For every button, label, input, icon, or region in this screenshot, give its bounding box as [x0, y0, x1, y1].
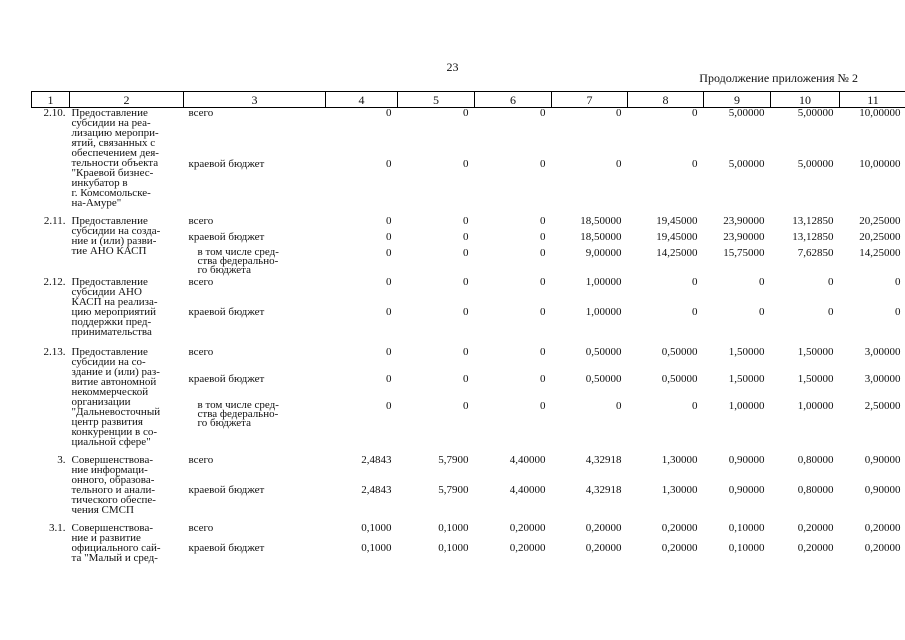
- column-header: 2: [70, 92, 184, 108]
- value-cell: 0,20000: [585, 542, 622, 554]
- value-cell: 0,50000: [661, 373, 698, 386]
- value-cell: 0: [463, 247, 469, 259]
- value-cell: 1,50000: [797, 346, 834, 358]
- title-line: субсидии на со-: [71, 356, 146, 368]
- value-cell: 0,20000: [661, 542, 698, 554]
- table-row: [32, 216, 905, 232]
- value-cell: 0: [386, 107, 392, 119]
- column-header: 8: [628, 92, 704, 108]
- value-cell: 0: [616, 107, 622, 119]
- table-row: [32, 277, 905, 307]
- title-line: Предоставление: [71, 215, 148, 227]
- value-cell: 0: [540, 215, 546, 227]
- title-line: принимательства: [71, 326, 152, 338]
- value-cell: 0: [463, 400, 469, 413]
- funding-source-line: ства федерально-: [197, 255, 279, 267]
- column-header: 3: [184, 92, 326, 108]
- funding-source: всего: [188, 454, 214, 466]
- value-cell: 0: [759, 276, 765, 288]
- value-cell: 0,20000: [585, 522, 622, 534]
- column-header: 9: [704, 92, 771, 108]
- title-line: "Дальневосточный: [71, 406, 161, 418]
- value-cell: 0,20000: [661, 522, 698, 534]
- value-cell: 0: [692, 276, 698, 288]
- funding-source-line: в том числе сред-: [197, 399, 279, 412]
- column-header: 10: [771, 92, 840, 108]
- value-cell: 0: [616, 157, 622, 170]
- title-line: некоммерческой: [71, 386, 149, 398]
- value-cell: 0: [540, 231, 546, 243]
- value-cell: 0: [692, 107, 698, 119]
- title-line: КАСП на реализа-: [71, 296, 158, 308]
- value-cell: 0,1000: [361, 542, 392, 554]
- value-cell: 0,80000: [797, 454, 834, 466]
- value-cell: 0: [386, 373, 392, 386]
- title-line: тического обеспе-: [71, 494, 156, 506]
- value-cell: 0: [386, 276, 392, 288]
- column-header: 4: [326, 92, 398, 108]
- column-header: 1: [32, 92, 70, 108]
- column-header: 11: [840, 92, 905, 108]
- value-cell: 0,1000: [361, 522, 392, 534]
- value-cell: 10,00000: [859, 157, 901, 170]
- value-cell: 2,4843: [361, 484, 392, 496]
- value-cell: 5,00000: [797, 107, 834, 119]
- value-cell: 2,4843: [361, 454, 392, 466]
- table-row: [32, 347, 905, 374]
- value-cell: 0: [692, 157, 698, 170]
- funding-source: всего: [188, 107, 214, 119]
- funding-source: всего: [188, 276, 214, 288]
- title-line: циальной сфере": [71, 436, 151, 448]
- value-cell: 0,90000: [864, 484, 901, 496]
- column-header: 6: [475, 92, 552, 108]
- funding-source: всего: [188, 346, 214, 358]
- row-title: [70, 523, 184, 563]
- value-cell: 18,50000: [580, 231, 622, 243]
- value-cell: 1,50000: [728, 346, 765, 358]
- value-cell: 0: [540, 247, 546, 259]
- value-cell: 0: [386, 247, 392, 259]
- value-cell: 5,7900: [438, 484, 469, 496]
- title-line: конкуренции в со-: [71, 426, 158, 438]
- value-cell: 9,00000: [585, 247, 622, 259]
- row-title: [70, 277, 184, 337]
- value-cell: 0: [895, 306, 901, 318]
- value-cell: 4,32918: [585, 484, 622, 496]
- budget-table: [31, 91, 905, 563]
- value-cell: 0,20000: [864, 542, 901, 554]
- value-cell: 0,1000: [438, 522, 469, 534]
- value-cell: 3,00000: [864, 373, 901, 386]
- funding-source: всего: [188, 522, 214, 534]
- title-line: поддержки пред-: [71, 316, 152, 328]
- value-cell: 1,00000: [585, 306, 622, 318]
- value-cell: 0: [463, 231, 469, 243]
- value-cell: 0,50000: [661, 346, 698, 358]
- funding-source-line: го бюджета: [197, 264, 252, 276]
- value-cell: 0: [463, 276, 469, 288]
- funding-source: краевой бюджет: [188, 231, 265, 243]
- value-cell: 5,7900: [438, 454, 469, 466]
- value-cell: 0: [540, 373, 546, 386]
- title-line: онного, образова-: [71, 474, 155, 486]
- value-cell: 0: [386, 346, 392, 358]
- funding-source: [184, 248, 326, 275]
- title-line: Предоставление: [71, 276, 148, 288]
- title-line: на-Амуре": [71, 197, 122, 209]
- title-line: субсидии АНО: [71, 286, 142, 298]
- value-cell: 0: [828, 276, 834, 288]
- title-line: инкубатор в: [71, 177, 128, 189]
- title-line: Предоставление: [71, 346, 148, 358]
- title-line: обеспечением дея-: [71, 147, 159, 159]
- value-cell: 0: [759, 306, 765, 318]
- funding-source: краевой бюджет: [188, 157, 265, 170]
- value-cell: 0: [386, 215, 392, 227]
- value-cell: 4,40000: [509, 454, 546, 466]
- table-body: [32, 108, 905, 564]
- title-line: субсидии на созда-: [71, 225, 161, 237]
- row-code: 2.11.: [43, 215, 66, 227]
- value-cell: 5,00000: [797, 157, 834, 170]
- row-code: 2.10.: [43, 107, 66, 119]
- funding-source: краевой бюджет: [188, 542, 265, 554]
- value-cell: 0: [463, 346, 469, 358]
- table-row: [32, 523, 905, 543]
- value-cell: 13,12850: [792, 231, 834, 243]
- column-header: 5: [398, 92, 475, 108]
- value-cell: 0,50000: [585, 346, 622, 358]
- value-cell: 18,50000: [580, 215, 622, 227]
- value-cell: 0,10000: [728, 542, 765, 554]
- value-cell: 19,45000: [656, 231, 698, 243]
- value-cell: 23,90000: [723, 231, 765, 243]
- title-line: официального сай-: [71, 542, 161, 554]
- column-header: 7: [552, 92, 628, 108]
- row-code: 3.: [57, 454, 66, 466]
- funding-source: краевой бюджет: [188, 484, 265, 496]
- value-cell: 0: [828, 306, 834, 318]
- value-cell: 1,50000: [797, 373, 834, 386]
- value-cell: 0,80000: [797, 484, 834, 496]
- value-cell: 0,20000: [509, 542, 546, 554]
- value-cell: 0: [895, 276, 901, 288]
- row-code: 2.12.: [43, 276, 66, 288]
- title-line: ние информаци-: [71, 464, 148, 476]
- value-cell: 19,45000: [656, 215, 698, 227]
- value-cell: 4,40000: [509, 484, 546, 496]
- value-cell: 5,00000: [728, 157, 765, 170]
- value-cell: 0: [540, 306, 546, 318]
- value-cell: 0,20000: [797, 522, 834, 534]
- value-cell: 14,25000: [656, 247, 698, 259]
- value-cell: 0: [540, 346, 546, 358]
- funding-source: всего: [188, 215, 214, 227]
- title-line: Совершенствова-: [71, 454, 153, 466]
- title-line: тельности объекта: [71, 157, 159, 169]
- title-line: цию мероприятий: [71, 306, 156, 318]
- funding-source-line: ства федерально-: [197, 408, 279, 421]
- value-cell: 0: [540, 157, 546, 170]
- value-cell: 0: [386, 400, 392, 413]
- value-cell: 0: [692, 400, 698, 413]
- value-cell: 0: [692, 306, 698, 318]
- row-code: 3.1.: [49, 522, 66, 534]
- value-cell: 15,75000: [723, 247, 765, 259]
- value-cell: 7,62850: [797, 247, 834, 259]
- value-cell: 0,20000: [797, 542, 834, 554]
- value-cell: 0: [386, 157, 392, 170]
- value-cell: 0: [540, 400, 546, 413]
- value-cell: 0: [386, 231, 392, 243]
- funding-source: [184, 401, 326, 447]
- appendix-continuation-label: Продолжение приложения № 2: [699, 71, 858, 85]
- value-cell: 0: [463, 306, 469, 318]
- value-cell: 4,32918: [585, 454, 622, 466]
- page-number: 23: [446, 60, 459, 74]
- value-cell: 13,12850: [792, 215, 834, 227]
- value-cell: 1,50000: [728, 373, 765, 386]
- value-cell: 0,90000: [728, 454, 765, 466]
- row-title: [70, 347, 184, 447]
- value-cell: 10,00000: [859, 107, 901, 119]
- title-line: ние и (или) разви-: [71, 235, 157, 247]
- value-cell: 3,00000: [864, 346, 901, 358]
- title-line: витие автономной: [71, 376, 157, 388]
- value-cell: 5,00000: [728, 107, 765, 119]
- value-cell: 20,25000: [859, 231, 901, 243]
- value-cell: 1,30000: [661, 454, 698, 466]
- title-line: тие АНО КАСП: [71, 245, 147, 257]
- value-cell: 0,20000: [509, 522, 546, 534]
- value-cell: 0: [463, 215, 469, 227]
- title-line: чения СМСП: [71, 504, 134, 516]
- funding-source-line: в том числе сред-: [197, 246, 279, 258]
- title-line: ятий, связанных с: [71, 137, 156, 149]
- value-cell: 1,00000: [585, 276, 622, 288]
- funding-source: краевой бюджет: [188, 373, 265, 386]
- title-line: субсидии на реа-: [71, 117, 151, 129]
- title-line: ние и развитие: [71, 532, 141, 544]
- value-cell: 23,90000: [723, 215, 765, 227]
- row-title: [70, 216, 184, 275]
- value-cell: 0,20000: [864, 522, 901, 534]
- row-title: [70, 108, 184, 209]
- value-cell: 14,25000: [859, 247, 901, 259]
- value-cell: 1,30000: [661, 484, 698, 496]
- table-row: [32, 455, 905, 485]
- value-cell: 2,50000: [864, 400, 901, 413]
- title-line: здание и (или) раз-: [71, 366, 160, 378]
- value-cell: 0,90000: [864, 454, 901, 466]
- value-cell: 0,1000: [438, 542, 469, 554]
- value-cell: 0: [386, 306, 392, 318]
- funding-source-line: го бюджета: [197, 417, 252, 430]
- title-line: лизацию меропри-: [71, 127, 159, 139]
- value-cell: 0,10000: [728, 522, 765, 534]
- value-cell: 0,50000: [585, 373, 622, 386]
- value-cell: 0: [616, 400, 622, 413]
- value-cell: 0: [463, 373, 469, 386]
- value-cell: 1,00000: [797, 400, 834, 413]
- value-cell: 1,00000: [728, 400, 765, 413]
- row-code: 2.13.: [43, 346, 66, 358]
- title-line: Совершенствова-: [71, 522, 153, 534]
- row-title: [70, 455, 184, 515]
- title-line: организации: [71, 396, 131, 408]
- value-cell: 0: [540, 276, 546, 288]
- value-cell: 0,90000: [728, 484, 765, 496]
- funding-source: краевой бюджет: [188, 306, 265, 318]
- title-line: тельного и анали-: [71, 484, 155, 496]
- value-cell: 0: [463, 107, 469, 119]
- value-cell: 20,25000: [859, 215, 901, 227]
- title-line: г. Комсомольске-: [71, 187, 151, 199]
- column-number-row: [32, 92, 905, 108]
- title-line: та "Малый и сред-: [71, 552, 158, 564]
- title-line: "Краевой бизнес-: [71, 167, 154, 179]
- value-cell: 0: [540, 107, 546, 119]
- table-row: [32, 108, 905, 159]
- title-line: Предоставление: [71, 107, 148, 119]
- title-line: центр развития: [71, 416, 143, 428]
- value-cell: 0: [463, 157, 469, 170]
